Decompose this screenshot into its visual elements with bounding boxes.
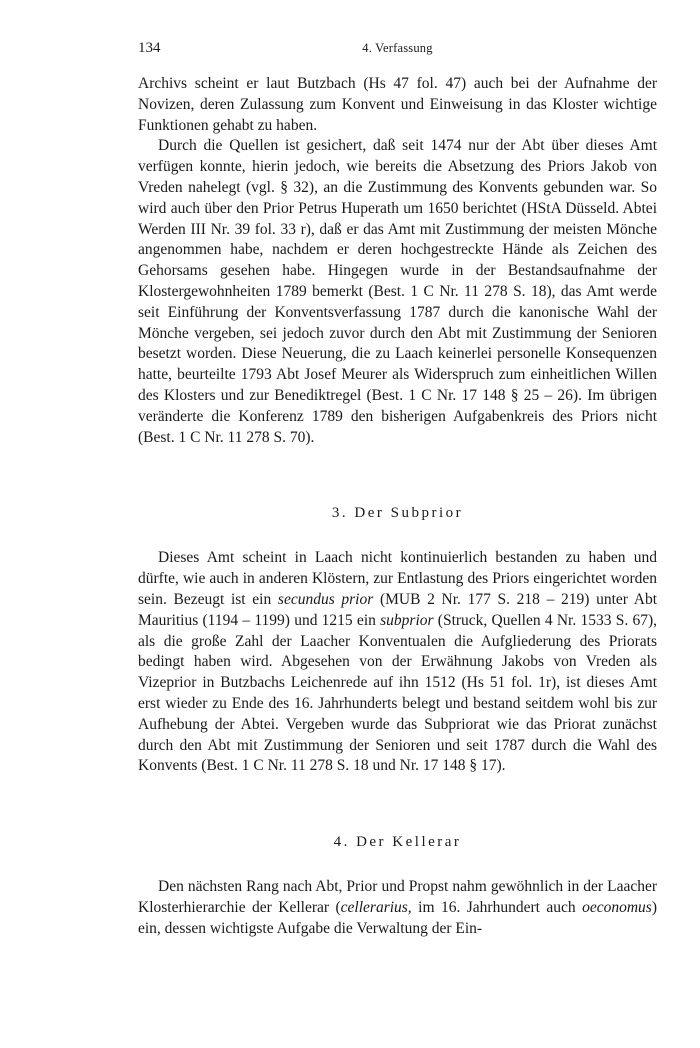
latin-term: secundus prior: [277, 590, 374, 608]
section-heading-kellerar: 4. Der Kellerar: [333, 834, 462, 851]
running-title: 4. Verfassung: [362, 41, 433, 55]
running-head: [138, 40, 657, 60]
text-span: ) ein, dessen wichtigste Aufgabe die Verwaltung der Ein-: [138, 898, 658, 937]
paragraph-continued: Archivs scheint er laut Butzbach (Hs 47 fol. 47) auch bei der Aufnahme der Novizen, deren Zulassung zum Konvent und Einweisung in das Kloster wichtige Funktionen gehabt zu haben.: [138, 75, 657, 134]
paragraph-subprior: [138, 548, 657, 777]
text-span: (Struck, Quellen 4 Nr. 1533 S. 67), als die große Zahl der Laacher Konventualen die Aufgliederung des Priorats bedingt haben wird. Abgesehen von der Erwähnung Jakobs von Vreden als Vizeprior in Butzbachs Leichenrede auf ihn 1512 (Hs 51 fol. 1r), ist dieses Amt erst wieder zu Ende des 16. Jahrhunderts belegt und bestand seitdem wohl bis zur Aufhebung der Abtei. Vergeben wurde das Subpriorat wie das Priorat zunächst durch den Abt mit Zustimmung der Senioren und seit 1787 durch die Wahl des Konvents (Best. 1 C Nr. 11 278 S. 18 und Nr. 17 148 § 17).: [138, 611, 657, 775]
page-body: [138, 74, 657, 940]
text-span: Den nächsten Rang nach Abt, Prior und Propst nahm gewöhnlich in der Laacher Klosterhierarchie der Kellerar (: [138, 878, 657, 916]
section-heading-subprior: 3. Der Subprior: [331, 505, 464, 522]
paragraph-kellerar: [138, 877, 657, 939]
text-span: (MUB 2 Nr. 177 S. 218 – 219) unter Abt Mauritius (1194 – 1199) und 1215 ein: [138, 590, 657, 629]
text-span: Dieses Amt scheint in Laach nicht kontinuierlich bestanden zu haben und dürfte, wie auch in anderen Klöstern, zur Entlastung des Priors eingerichtet worden sein. Bezeugt ist ein: [138, 549, 657, 608]
latin-term: oeconomus: [582, 898, 652, 916]
page-number: 134: [138, 40, 161, 56]
paragraph-prior-office: Durch die Quellen ist gesichert, daß seit 1474 nur der Abt über dieses Amt verfügen konnte, hierin jedoch, wie bereits die Absetzung des Priors Jakob von Vreden nahelegt (vgl. § 32), an die Zustimmung des Konvents gebunden war. So wird auch über den Prior Petrus Huperath um 1650 berichtet (HStA Düsseld. Abtei Werden III Nr. 39 fol. 33 r), daß er das Amt mit Zustimmung der meisten Mönche angenommen habe, nachdem er deren hochgestreckte Hände als Zeichen des Gehorsams gesehen habe. Hingegen wurde in der Bestandsaufnahme der Klostergewohnheiten 1789 bemerkt (Best. 1 C Nr. 11 278 S. 18), das Amt werde seit Einführung der Konventsverfassung 1787 durch die kanonische Wahl der Mönche vergeben, sei jedoch zuvor durch den Abt mit Zustimmung der Senioren besetzt worden. Diese Neuerung, die zu Laach keinerlei personelle Konsequenzen hatte, beurteilte 1793 Abt Josef Meurer als Widerspruch zum einheitlichen Willen des Klosters und zur Benediktregel (Best. 1 C Nr. 17 148 § 25 – 26). Im übrigen veränderte die Konferenz 1789 den bisherigen Aufgabenkreis des Priors nicht (Best. 1 C Nr. 11 278 S. 70).: [138, 137, 657, 446]
text-span: im 16. Jahrhundert auch: [418, 898, 576, 916]
latin-term: cellerarius,: [340, 898, 412, 916]
latin-term: subprior: [380, 611, 434, 629]
